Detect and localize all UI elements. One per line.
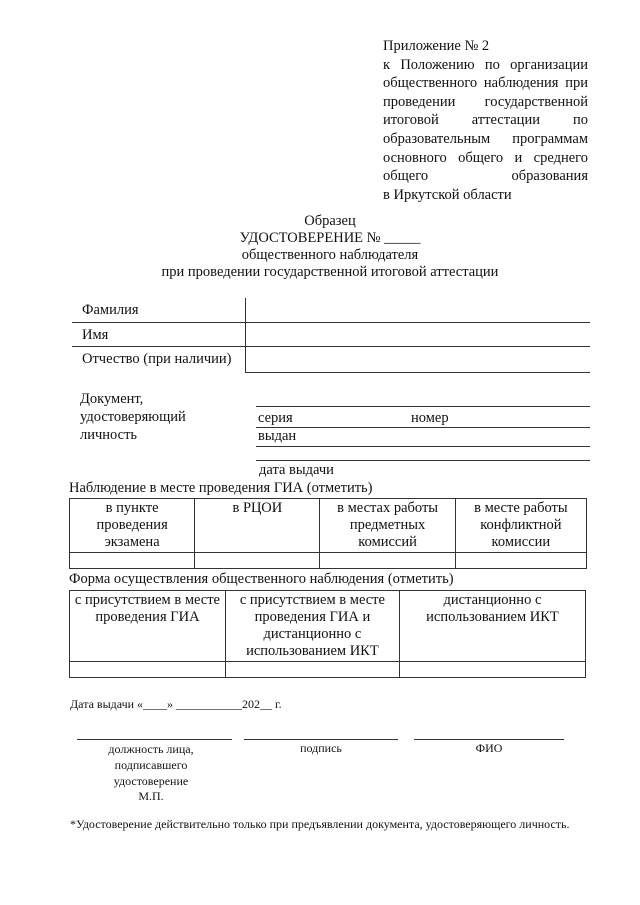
fio-line[interactable] xyxy=(414,739,564,740)
table-header-cell: с присутствием в месте проведения ГИА и дистанционно с использованием ИКТ xyxy=(225,591,399,662)
row-divider xyxy=(72,322,245,323)
document-field[interactable] xyxy=(256,406,590,407)
annex-line: основного общего и среднего xyxy=(383,149,588,166)
observation-form-heading: Форма осуществления общественного наблюдения (отметить) xyxy=(69,571,454,587)
name-label: Имя xyxy=(82,327,109,343)
issue-date-label: дата выдачи xyxy=(259,462,334,478)
table-row xyxy=(70,591,586,662)
table-header-cell: в РЦОИ xyxy=(195,499,320,553)
certificate-subtitle: при проведении государственной итоговой аттестации xyxy=(161,264,499,280)
document-heading xyxy=(60,213,600,281)
annex-line: к Положению по организации xyxy=(383,56,588,73)
patronymic-label: Отчество (при наличии) xyxy=(82,351,232,367)
name-field[interactable] xyxy=(245,346,590,347)
table-header-cell: с присутствием в месте проведения ГИА xyxy=(70,591,226,662)
surname-field[interactable] xyxy=(245,322,590,323)
sample-label: Образец xyxy=(304,213,356,229)
table-row xyxy=(70,499,587,553)
certificate-title: УДОСТОВЕРЕНИЕ № _____ xyxy=(239,230,421,246)
table-row xyxy=(70,553,587,569)
checkbox-cell[interactable] xyxy=(70,553,195,569)
observation-place-table xyxy=(69,498,587,569)
column-divider xyxy=(245,298,246,372)
document-label: личность xyxy=(80,427,138,443)
table-row xyxy=(70,662,586,678)
annex-line: общего образования xyxy=(383,168,588,185)
position-line[interactable] xyxy=(77,739,232,740)
issued-field[interactable] xyxy=(256,446,590,447)
checkbox-cell[interactable] xyxy=(195,553,320,569)
checkbox-cell[interactable] xyxy=(225,662,399,678)
series-number-field[interactable] xyxy=(256,427,590,428)
annex-line: проведении государственной xyxy=(383,93,588,110)
stamp-label: М.П. xyxy=(138,789,164,803)
certificate-subtitle: общественного наблюдателя xyxy=(241,247,419,263)
annex-header xyxy=(383,37,588,204)
signature-line[interactable] xyxy=(244,739,398,740)
annex-line: общественного наблюдения при xyxy=(383,75,588,92)
issue-date-line: Дата выдачи «____» ___________202__ г. xyxy=(70,697,282,711)
annex-line: итоговой аттестации по xyxy=(383,112,588,129)
checkbox-cell[interactable] xyxy=(70,662,226,678)
checkbox-cell[interactable] xyxy=(399,662,585,678)
footnote: *Удостоверение действительно только при предъявлении документа, удостоверяющего личность. xyxy=(70,817,570,831)
table-header-cell: в месте работы конфликтной комиссии xyxy=(455,499,586,553)
table-header-cell: в местах работы предметных комиссий xyxy=(320,499,455,553)
number-label: номер xyxy=(411,410,449,426)
position-caption: должность лица, подписавшего удостоверение xyxy=(108,742,194,788)
table-header-cell: в пункте проведения экзамена xyxy=(70,499,195,553)
series-label: серия xyxy=(258,410,293,426)
fio-caption: ФИО xyxy=(475,741,503,755)
checkbox-cell[interactable] xyxy=(455,553,586,569)
issued-field-2[interactable] xyxy=(256,460,590,461)
signature-caption: подпись xyxy=(300,741,342,755)
row-divider xyxy=(72,346,245,347)
document-label: удостоверяющий xyxy=(80,409,186,425)
document-label: Документ, xyxy=(80,391,144,407)
annex-line: в Иркутской области xyxy=(383,186,512,203)
annex-line: образовательным программам xyxy=(383,130,588,147)
checkbox-cell[interactable] xyxy=(320,553,455,569)
observation-form-table xyxy=(69,590,586,678)
patronymic-field[interactable] xyxy=(245,372,590,373)
annex-line: Приложение № 2 xyxy=(383,38,490,54)
table-header-cell: дистанционно с использованием ИКТ xyxy=(399,591,585,662)
observation-place-heading: Наблюдение в месте проведения ГИА (отметить) xyxy=(69,480,373,496)
issued-label: выдан xyxy=(258,428,297,444)
surname-label: Фамилия xyxy=(82,302,139,318)
